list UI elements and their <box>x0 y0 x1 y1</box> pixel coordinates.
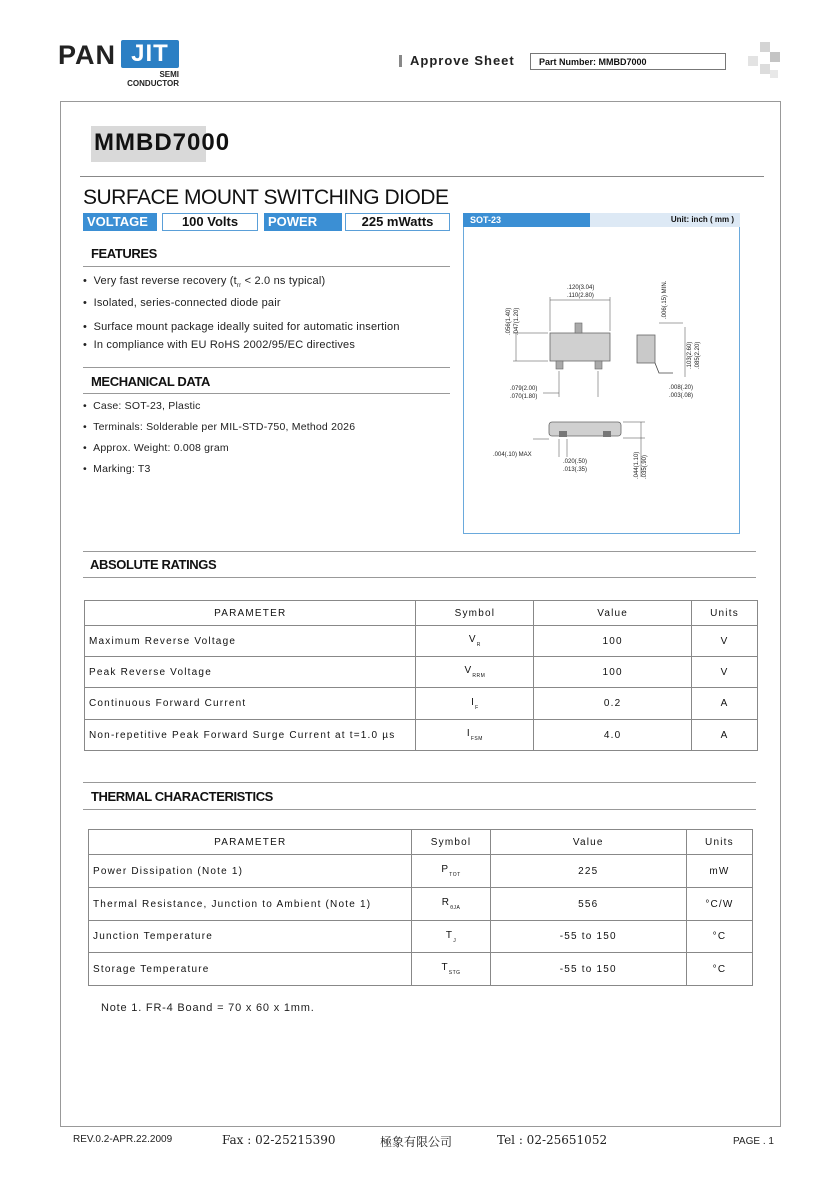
mechanical-heading: MECHANICAL DATA <box>91 374 210 389</box>
col-units: Units <box>692 601 758 626</box>
mechanical-top-rule <box>83 367 450 368</box>
footer-page: PAGE . 1 <box>733 1136 774 1147</box>
features-heading: FEATURES <box>91 246 157 261</box>
table-row <box>85 688 758 720</box>
package-drawing <box>463 227 740 534</box>
power-value: 225 mWatts <box>345 213 450 231</box>
feature-item: • In compliance with EU RoHS 2002/95/EC directives <box>83 339 356 351</box>
absolute-rule <box>83 577 756 578</box>
value-cell: 100 <box>534 657 692 688</box>
symbol-sub: TOT <box>449 872 461 878</box>
symbol-cell <box>416 657 534 688</box>
param-cell: Non-repetitive Peak Forward Surge Current at t=1.0 µs <box>85 720 416 751</box>
dim-top-w2: .110(2.80) <box>567 293 594 299</box>
unit-cell: A <box>692 688 758 720</box>
feature-text: Very fast reverse recovery (t <box>93 275 237 287</box>
value-cell: 4.0 <box>534 720 692 751</box>
feature-sub: rr <box>236 283 242 290</box>
thermal-table <box>88 829 753 986</box>
feature-text: Isolated, series-connected diode pair <box>93 297 281 309</box>
feature-item: • Very fast reverse recovery ($t_{rr} < 2.0$ ns typical) <box>83 275 326 290</box>
table-row <box>85 720 758 751</box>
symbol-main: T <box>441 962 449 973</box>
symbol-cell <box>416 688 534 720</box>
param-cell: Continuous Forward Current <box>85 688 416 720</box>
symbol-sub: STG <box>448 970 461 976</box>
symbol-sub: RRM <box>472 673 486 679</box>
value-cell: 556 <box>490 888 686 921</box>
absolute-table <box>84 600 758 751</box>
mechanical-item: • Approx. Weight: 0.008 gram <box>83 442 229 454</box>
logo-pan: PAN <box>58 40 117 70</box>
approve-sheet-label: Approve Sheet <box>410 53 515 68</box>
mechanical-text: Case: SOT-23, Plastic <box>93 400 201 412</box>
dim-top-w1: .120(3.04) <box>567 285 595 291</box>
dim-bot-w2: .070(1.80) <box>510 394 538 400</box>
logo-sub-conductor: CONDUCTOR <box>127 79 179 88</box>
value-cell: 0.2 <box>534 688 692 720</box>
param-cell: Storage Temperature <box>89 953 412 986</box>
unit-cell: °C/W <box>686 888 752 921</box>
unit-cell: mW <box>686 855 752 888</box>
dim-right-top: .006(.15) MIN. <box>662 280 668 319</box>
symbol-main: T <box>445 929 454 941</box>
symbol-main: P <box>441 864 450 875</box>
note-text: Note 1. FR-4 Boand = 70 x 60 x 1mm. <box>101 1002 315 1014</box>
value-cell: -55 to 150 <box>490 953 686 986</box>
dim-lead1: .008(.20) <box>669 385 694 391</box>
col-symbol: Symbol <box>412 830 490 855</box>
param-cell: Maximum Reverse Voltage <box>85 626 416 657</box>
symbol-cell <box>416 626 534 657</box>
param-cell: Peak Reverse Voltage <box>85 657 416 688</box>
col-parameter: PARAMETER <box>85 601 416 626</box>
mechanical-rule <box>83 393 450 394</box>
mechanical-item: • Case: SOT-23, Plastic <box>83 400 201 412</box>
table-row <box>89 888 753 921</box>
power-tag: POWER <box>264 213 342 231</box>
symbol-sub: FSM <box>470 736 483 742</box>
package-unit: Unit: inch ( mm ) <box>590 213 740 227</box>
unit-cell: °C <box>686 953 752 986</box>
symbol-sub: F <box>475 704 479 711</box>
dim-right-h2: .085(2.20) <box>695 341 701 369</box>
symbol-main: I <box>471 696 476 708</box>
absolute-top-rule <box>83 551 756 552</box>
mechanical-text: Approx. Weight: 0.008 gram <box>93 442 229 454</box>
dim-lead2: .003(.08) <box>669 393 694 399</box>
symbol-cell <box>412 921 490 953</box>
footer-company: 極象有限公司 <box>380 1135 453 1149</box>
param-cell: Thermal Resistance, Junction to Ambient (Note 1) <box>89 888 412 921</box>
symbol-sub: J <box>453 937 457 944</box>
package-name: SOT-23 <box>463 213 590 227</box>
footer-tel: Tel : 02-25651052 <box>497 1133 608 1147</box>
voltage-value: 100 Volts <box>162 213 258 231</box>
symbol-sub: R <box>476 642 481 648</box>
mechanical-text: Terminals: Solderable per MIL-STD-750, Method 2026 <box>93 421 356 433</box>
symbol-cell <box>412 855 490 888</box>
absolute-heading: ABSOLUTE RATINGS <box>90 557 217 572</box>
logo-subtitle <box>124 70 179 88</box>
part-number-box: Part Number: MMBD7000 <box>530 53 726 70</box>
symbol-cell <box>416 720 534 751</box>
table-row <box>89 921 753 953</box>
approve-bar <box>399 55 402 67</box>
mechanical-item: • Marking: T3 <box>83 463 151 475</box>
feature-text: Surface mount package ideally suited for automatic insertion <box>93 321 400 333</box>
dim-max: .004(.10) MAX <box>493 452 532 458</box>
unit-cell: V <box>692 626 758 657</box>
col-value: Value <box>534 601 692 626</box>
mechanical-item: • Terminals: Solderable per MIL-STD-750, Method 2026 <box>83 421 356 433</box>
table-row <box>89 953 753 986</box>
param-cell: Power Dissipation (Note 1) <box>89 855 412 888</box>
dim-left-h2: .047(1.20) <box>514 307 520 335</box>
features-rule <box>83 266 450 267</box>
symbol-main: V <box>464 665 473 676</box>
col-symbol: Symbol <box>416 601 534 626</box>
unit-cell: V <box>692 657 758 688</box>
table-row <box>85 657 758 688</box>
thermal-heading: THERMAL CHARACTERISTICS <box>91 789 273 804</box>
value-cell: -55 to 150 <box>490 921 686 953</box>
dim-pad1: .020(.50) <box>563 459 588 465</box>
mechanical-text: Marking: T3 <box>93 463 151 475</box>
dim-bot-w1: .079(2.00) <box>510 386 538 392</box>
table-row <box>89 855 753 888</box>
logo-sub-semi: SEMI <box>159 70 179 79</box>
page-subtitle: SURFACE MOUNT SWITCHING DIODE <box>83 186 449 209</box>
table-row <box>85 626 758 657</box>
param-cell: Junction Temperature <box>89 921 412 953</box>
symbol-main: I <box>466 728 471 739</box>
logo-jit: JIT <box>121 40 179 68</box>
unit-cell: A <box>692 720 758 751</box>
dim-left-h1: .056(1.40) <box>506 307 512 335</box>
footer-fax: Fax : 02-25215390 <box>222 1133 336 1147</box>
thermal-top-rule <box>83 782 756 783</box>
feature-item: • Surface mount package ideally suited for automatic insertion <box>83 321 400 333</box>
dim-pad2: .013(.35) <box>563 467 588 473</box>
thermal-rule <box>83 809 756 810</box>
symbol-main: R <box>441 897 451 908</box>
value-cell: 225 <box>490 855 686 888</box>
page-title: MMBD7000 <box>94 129 231 156</box>
feature-text: In compliance with EU RoHS 2002/95/EC directives <box>93 339 356 351</box>
value-cell: 100 <box>534 626 692 657</box>
col-units: Units <box>686 830 752 855</box>
table-header-row <box>85 601 758 626</box>
table-header-row <box>89 830 753 855</box>
unit-cell: °C <box>686 921 752 953</box>
feature-item: • Isolated, series-connected diode pair <box>83 297 281 309</box>
symbol-cell <box>412 953 490 986</box>
dim-th1: .044(1.10) <box>634 451 640 479</box>
title-rule <box>80 176 764 177</box>
col-value: Value <box>490 830 686 855</box>
dim-th2: .035(.90) <box>642 454 648 479</box>
symbol-main: V <box>468 634 477 645</box>
dim-right-h1: .103(2.60) <box>687 341 693 369</box>
feature-tail: < 2.0 ns typical) <box>241 275 326 287</box>
symbol-sub: θJA <box>450 905 461 911</box>
symbol-cell <box>412 888 490 921</box>
footer-revision: REV.0.2-APR.22.2009 <box>73 1134 173 1145</box>
voltage-tag: VOLTAGE <box>83 213 157 231</box>
col-parameter: PARAMETER <box>89 830 412 855</box>
